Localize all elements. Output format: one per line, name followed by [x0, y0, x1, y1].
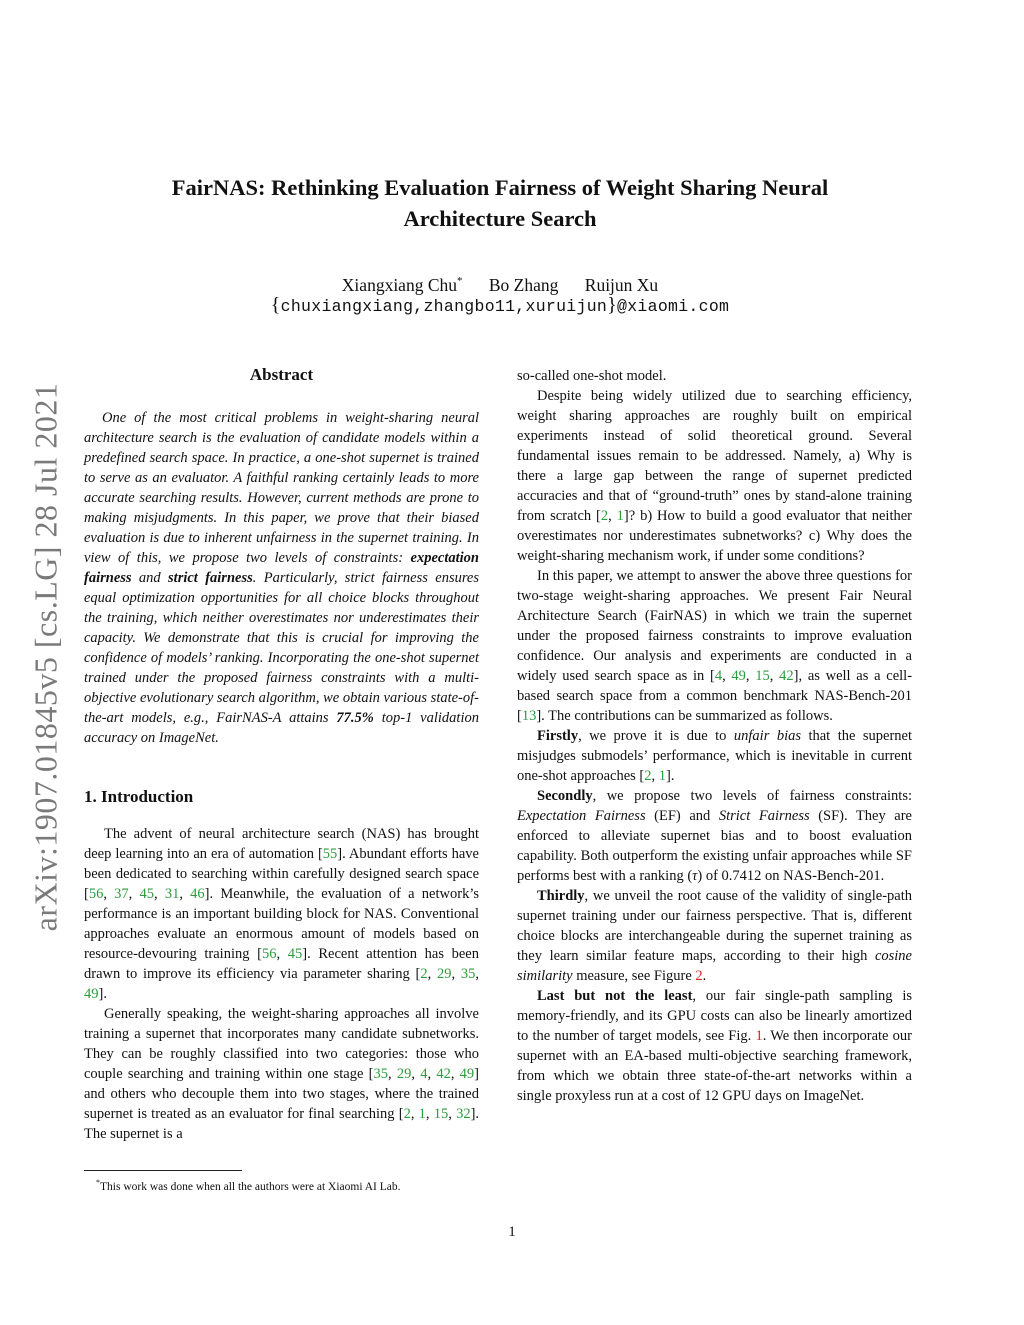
title-line-2: Architecture Search	[403, 206, 597, 231]
arxiv-identifier: arXiv:1907.01845v5 [cs.LG] 28 Jul 2021	[27, 382, 64, 932]
citation-link[interactable]: 49	[459, 1066, 475, 1082]
arxiv-sidebar	[24, 367, 68, 947]
citation-link[interactable]: 56	[261, 946, 277, 962]
author-footnote-mark: *	[457, 275, 463, 287]
abstract-heading: Abstract	[249, 365, 314, 384]
paper-title	[130, 172, 870, 234]
citation-link[interactable]: 49	[731, 668, 746, 684]
citation-link[interactable]: 1	[658, 768, 666, 784]
citation-link[interactable]: 31	[164, 886, 180, 902]
abstract-text: One of the most critical problems in weight-sharing neural architecture search is the evaluation of candidate models within a predefined search space. In practice, a one-shot supernet is trained to serve as an evaluator. A faithful ranking certainly leads to more accurate searching results. However, current methods are prone to making misjudgments. In this paper, we prove that their biased evaluation is due to inherent unfairness in the supernet training. In view of this, we propose two levels of constraints: expectation fairness and strict fairness. Particularly, strict fairness ensures equal optimization opportunities for all choice blocks throughout the training, which neither overestimates nor underestimates their capacity. We demonstrate that this is crucial for improving the confidence of models’ ranking. Incorporating the one-shot supernet trained under the proposed fairness constraints with a multi-objective evolutionary search algorithm, we obtain various state-of-the-art models, e.g., FairNAS-A attains 77.5% top-1 validation accuracy on ImageNet.	[84, 410, 480, 746]
citation-link[interactable]: 49	[84, 986, 99, 1002]
email-users: chuxiangxiang,zhangbo11,xuruijun	[280, 297, 608, 316]
body-paragraph-fairnas: In this paper, we attempt to answer the above three questions for two-stage weight-sharing approaches. We present Fair Neural Architecture Search (FairNAS) in which we train the supernet under the proposed fairness constraints to improve evaluation confidence. Our analysis and experiments are conducted in a widely used search space as in [4, 49, 15, 42], as well as a cell-based search space from a common benchmark NAS-Bench-201 [13]. The contributions can be summarized as follows.	[517, 568, 913, 724]
citation-link[interactable]: 4	[714, 668, 723, 684]
citation-link[interactable]: 2	[403, 1106, 411, 1122]
author-emails: {chuxiangxiang,zhangbo11,xuruijun}@xiaomi.com	[270, 294, 730, 316]
contribution-secondly: Secondly, we propose two levels of fairness constraints: Expectation Fairness (EF) and Strict Fairness (SF). They are enforced to alleviate supernet bias and to boost evaluation capability. Both outperform the existing unfair approaches while SF performs best with a ranking (τ) of 0.7412 on NAS-Bench-201.	[517, 788, 912, 884]
title-line-1: FairNAS: Rethinking Evaluation Fairness of Weight Sharing Neural	[171, 175, 829, 200]
citation-link[interactable]: 15	[755, 668, 770, 684]
citation-link[interactable]: 46	[190, 886, 205, 902]
left-column	[84, 364, 479, 1144]
citation-link[interactable]: 2	[600, 508, 609, 524]
citation-link[interactable]: 35	[373, 1066, 388, 1082]
body-paragraph-continued: so-called one-shot model.	[517, 368, 667, 384]
citation-link[interactable]: 1	[616, 508, 624, 524]
citation-link[interactable]: 55	[322, 846, 338, 862]
footnote-divider	[84, 1170, 242, 1171]
citation-link[interactable]: 15	[433, 1106, 449, 1122]
figure-reference-link[interactable]: 2	[695, 968, 703, 984]
author-name: Xiangxiang Chu*	[341, 274, 463, 295]
citation-link[interactable]: 56	[88, 886, 104, 902]
citation-link[interactable]: 13	[521, 708, 537, 724]
contribution-firstly: Firstly, we prove it is due to unfair bias that the supernet misjudges submodels’ performance, which is inevitable in current one-shot approaches [2, 1].	[517, 728, 912, 784]
email-domain: @xiaomi.com	[617, 297, 730, 316]
author-name: Ruijun Xu	[584, 274, 659, 295]
citation-link[interactable]: 29	[437, 966, 452, 982]
citation-link[interactable]: 1	[418, 1106, 426, 1122]
intro-paragraph-2: Generally speaking, the weight-sharing approaches all involve training a supernet that incorporates many candidate subnetworks. They can be roughly classified into two categories: those who couple searching and training within one stage [35, 29, 4, 42, 49] and others who decouple them into two stages, where the trained supernet is treated as an evaluator for final searching [2, 1, 15, 32]. The supernet is a	[84, 1006, 480, 1142]
citation-link[interactable]: 35	[460, 966, 476, 982]
body-paragraph-questions: Despite being widely utilized due to searching efficiency, weight sharing approaches are roughly built on empirical experiments instead of solid theoretical ground. Several fundamental issues remain to be addressed. Namely, a) Why is there a large gap between the range of supernet predicted accuracies and that of “ground-truth” ones by stand-alone training from scratch [2, 1]? b) How to build a good evaluator that neither overestimates nor underestimates subnetworks? c) Why does the weight-sharing mechanism work, if under some conditions?	[517, 388, 912, 564]
citation-link[interactable]: 4	[420, 1066, 428, 1082]
section-heading-introduction: 1. Introduction	[84, 787, 194, 806]
citation-link[interactable]: 2	[420, 966, 428, 982]
citation-link[interactable]: 32	[456, 1106, 471, 1122]
contribution-last: Last but not the least, our fair single-path sampling is memory-friendly, and its GPU costs can also be linearly amortized to the number of target models, see Fig. 1. We then incorporate our supernet with an EA-based multi-objective searching framework, from which we obtain three state-of-the-art networks within a single proxyless run at a cost of 12 GPU days on ImageNet.	[517, 988, 912, 1104]
page-number: 1	[508, 1224, 516, 1240]
figure-reference-link[interactable]: 1	[755, 1028, 763, 1044]
citation-link[interactable]: 45	[139, 886, 154, 902]
footnote-mark: *	[96, 1178, 100, 1187]
contribution-thirdly: Thirdly, we unveil the root cause of the validity of single-path supernet training under our fairness perspective. That is, different choice blocks are interchangeable during the supernet training as they learn similar feature maps, according to their high cosine similarity measure, see Figure 2.	[517, 888, 912, 984]
right-column	[517, 366, 912, 1106]
footnote	[84, 1176, 479, 1194]
citation-link[interactable]: 42	[436, 1066, 451, 1082]
citation-link[interactable]: 45	[287, 946, 303, 962]
footnote-text: This work was done when all the authors were at Xiaomi AI Lab.	[100, 1180, 401, 1193]
author-list	[130, 270, 870, 296]
citation-link[interactable]: 2	[644, 768, 652, 784]
citation-link[interactable]: 29	[396, 1066, 412, 1082]
citation-link[interactable]: 37	[114, 886, 129, 902]
author-name: Bo Zhang	[488, 274, 559, 295]
intro-paragraph-1: The advent of neural architecture search (NAS) has brought deep learning into an era of automation [55]. Abundant efforts have been dedicated to searching within carefully designed search space [56, 37, 45, 31, 46]. Meanwhile, the evaluation of a network’s performance is an important building block for NAS. Conventional approaches evaluate an enormous amount of models based on resource-devouring training [56, 45]. Recent attention has been drawn to improve its efficiency via parameter sharing [2, 29, 35, 49].	[84, 826, 480, 1002]
citation-link[interactable]: 42	[779, 668, 794, 684]
